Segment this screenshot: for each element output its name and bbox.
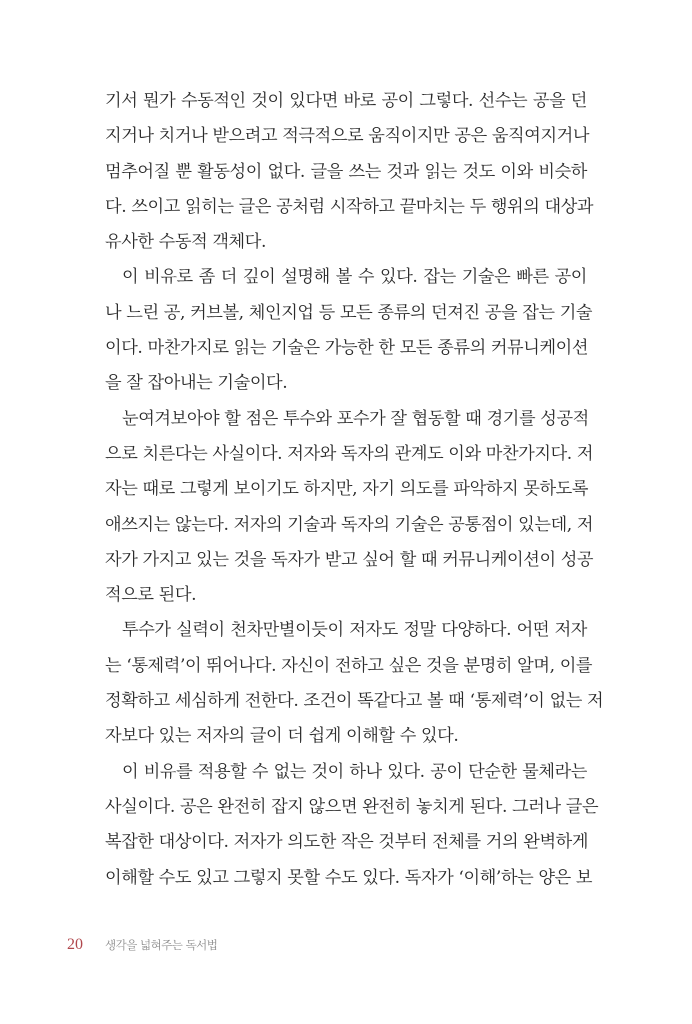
text-line: 으로 치른다는 사실이다. 저자와 독자의 관계도 이와 마찬가지다. 저 bbox=[105, 443, 594, 464]
paragraph-4 bbox=[105, 613, 604, 754]
text-line: 사실이다. 공은 완전히 잡지 않으면 완전히 놓치게 된다. 그러나 글은 bbox=[105, 796, 599, 817]
text-line: 눈여겨보아야 할 점은 투수와 포수가 잘 협동할 때 경기를 성공적 bbox=[122, 408, 589, 429]
text-line: 을 잘 잡아내는 기술이다. bbox=[105, 373, 288, 394]
paragraph-3 bbox=[105, 402, 594, 614]
text-line: 기서 뭔가 수동적인 것이 있다면 바로 공이 그렇다. 선수는 공을 던 bbox=[105, 91, 587, 111]
page-footer bbox=[67, 934, 217, 956]
text-line: 이해할 수도 있고 그렇지 못할 수도 있다. 독자가 ‘이해’하는 양은 보 bbox=[105, 867, 593, 888]
text-line: 지거나 치거나 받으려고 적극적으로 움직이지만 공은 움직여지거나 bbox=[105, 126, 590, 147]
text-line: 정확하고 세심하게 전한다. 조건이 똑같다고 볼 때 ‘통제력’이 없는 저 bbox=[105, 691, 604, 712]
paragraph-2 bbox=[105, 260, 593, 401]
text-line: 이 비유로 좀 더 깊이 설명해 볼 수 있다. 잡는 기술은 빠른 공이 bbox=[122, 267, 587, 288]
text-line: 자는 때로 그렇게 보이기도 하지만, 자기 의도를 파악하지 못하도록 bbox=[105, 479, 589, 500]
text-line: 다. 쓰이고 읽히는 글은 공처럼 시작하고 끝마치는 두 행위의 대상과 bbox=[105, 196, 594, 217]
running-title: 생각을 넓혀주는 독서법 bbox=[105, 938, 218, 952]
text-line: 멈추어질 뿐 활동성이 없다. 글을 쓰는 것과 읽는 것도 이와 비슷하 bbox=[105, 161, 587, 182]
text-line: 투수가 실력이 천차만별이듯이 저자도 정말 다양하다. 어떤 저자 bbox=[122, 620, 587, 641]
paragraph-1 bbox=[105, 84, 594, 260]
text-line: 자보다 있는 저자의 글이 더 쉽게 이해할 수 있다. bbox=[105, 726, 459, 747]
text-line: 복잡한 대상이다. 저자가 의도한 작은 것부터 전체를 거의 완벽하게 bbox=[105, 832, 589, 853]
paragraph-5 bbox=[105, 755, 599, 896]
body-text bbox=[105, 84, 604, 896]
text-line: 나 느린 공, 커브볼, 체인지업 등 모든 종류의 던져진 공을 잡는 기술 bbox=[105, 302, 593, 323]
text-line: 적으로 된다. bbox=[105, 585, 197, 606]
text-line: 이다. 마찬가지로 읽는 기술은 가능한 한 모든 종류의 커뮤니케이션 bbox=[105, 338, 589, 359]
page-number: 20 bbox=[67, 936, 83, 953]
text-line: 자가 가지고 있는 것을 독자가 받고 싶어 할 때 커뮤니케이션이 성공 bbox=[105, 549, 594, 570]
text-line: 유사한 수동적 객체다. bbox=[105, 232, 267, 253]
text-line: 는 ‘통제력’이 뛰어나다. 자신이 전하고 싶은 것을 분명히 알며, 이를 bbox=[105, 655, 593, 676]
text-line: 이 비유를 적용할 수 없는 것이 하나 있다. 공이 단순한 물체라는 bbox=[122, 761, 587, 782]
text-line: 애쓰지는 않는다. 저자의 기술과 독자의 기술은 공통점이 있는데, 저 bbox=[105, 514, 594, 535]
